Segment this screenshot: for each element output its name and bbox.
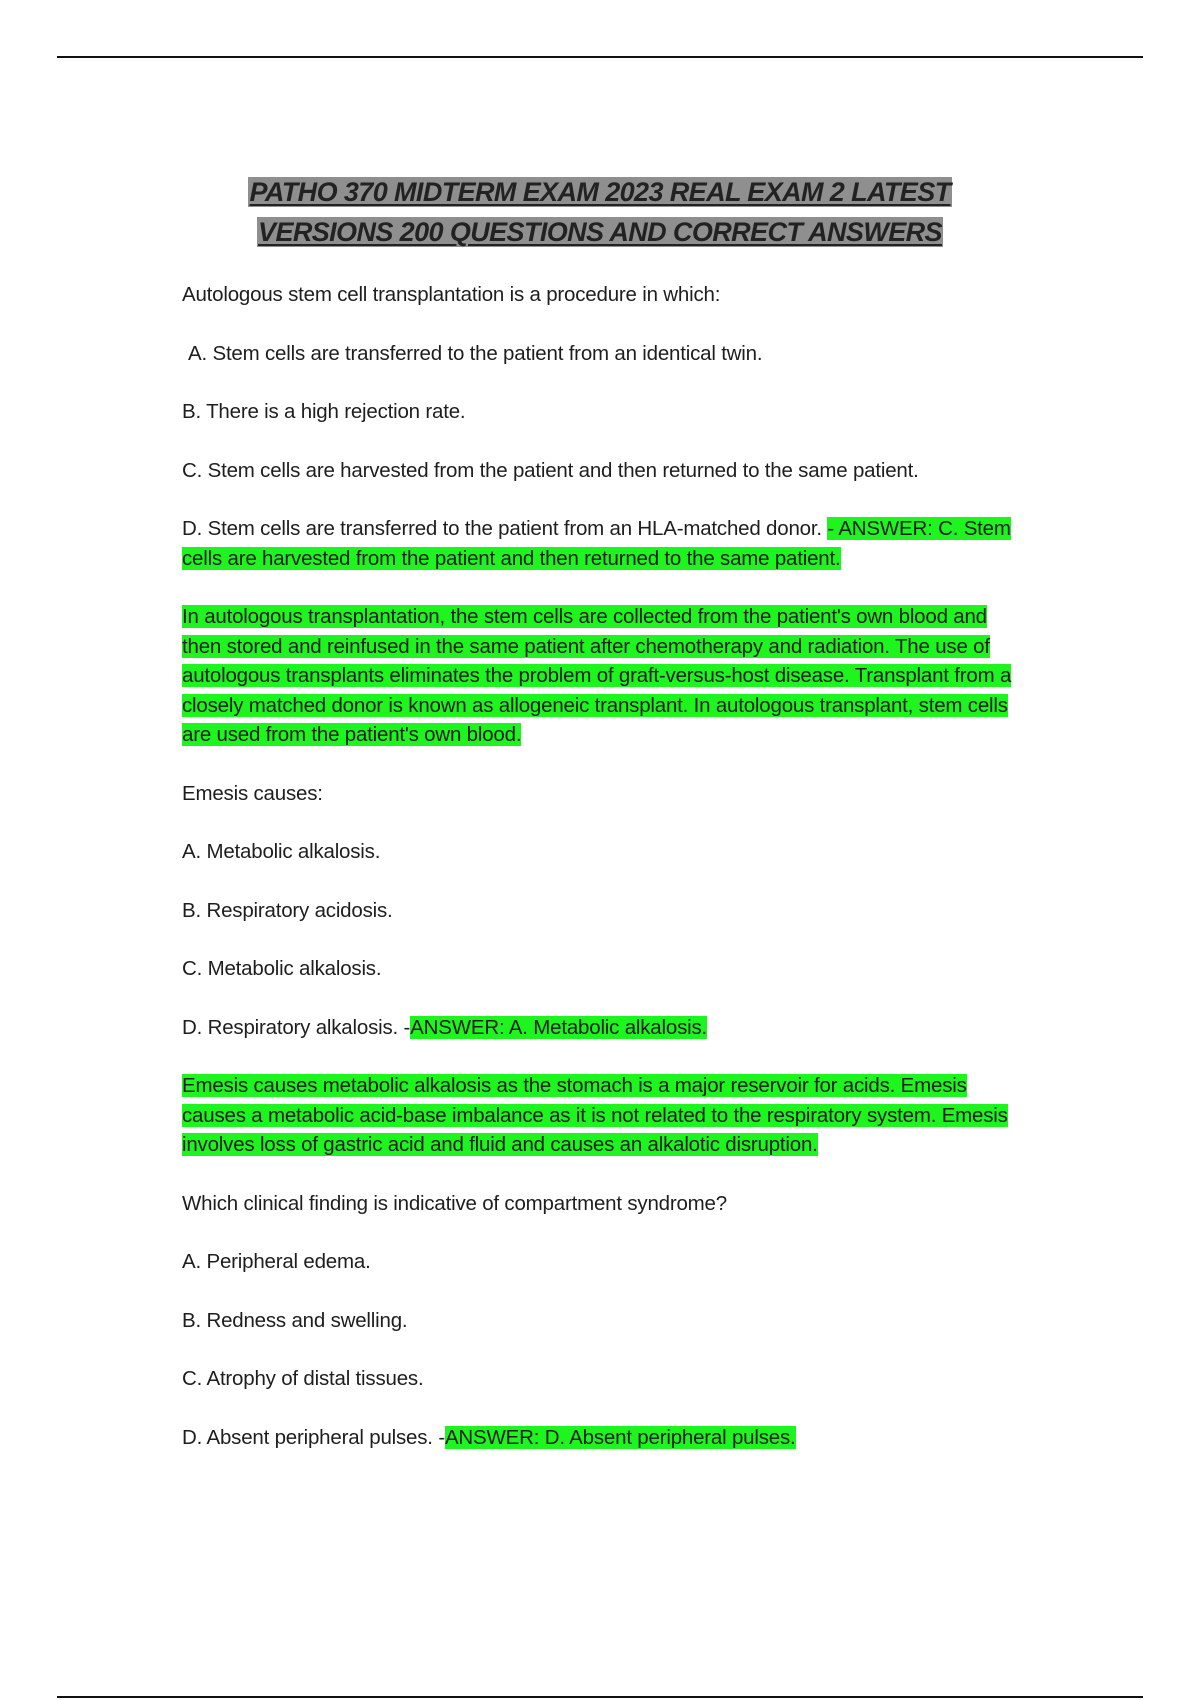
option-d: D. Stem cells are transferred to the patient from an HLA-matched donor.	[182, 517, 822, 540]
explanation-highlight: In autologous transplantation, the stem cells are collected from the patient's own blood and then stored and reinfused in the same patient after chemotherapy and radiation. The use of autologous transplants eliminates the problem of graft-versus-host disease. Transplant from a closely matched donor is known as allogeneic transplant. In autologous transplant, stem cells are used from the patient's own blood.	[182, 605, 1012, 746]
option-d: D. Absent peripheral pulses.	[182, 1425, 433, 1449]
footer-rule	[57, 1696, 1143, 1698]
option-b: B. Respiratory acidosis.	[182, 898, 393, 922]
option-c: C. Atrophy of distal tissues.	[182, 1367, 424, 1390]
answer-highlight: - ANSWER: C. Stem cells are harvested from the patient and then returned to the same patient.	[182, 517, 1011, 570]
option-d-with-answer	[182, 1423, 1022, 1453]
answer-highlight: ANSWER: A. Metabolic alkalosis.	[410, 1015, 708, 1039]
option-d: D. Respiratory alkalosis.	[182, 1015, 399, 1039]
document-title	[0, 172, 1200, 252]
explanation-highlight: Emesis causes metabolic alkalosis as the stomach is a major reservoir for acids. Emesis causes a metabolic acid-base imbalance as it is not related to the respiratory system. Emesis involves loss of gastric acid and fluid and causes an alkalotic disruption.	[182, 1074, 1008, 1156]
option-a: A. Peripheral edema.	[182, 1250, 371, 1273]
explanation-paragraph	[182, 1071, 1022, 1160]
option-d-with-answer	[182, 1013, 1022, 1043]
title-line-1: PATHO 370 MIDTERM EXAM 2023 REAL EXAM 2 LATEST	[249, 177, 951, 207]
question-stem: Autologous stem cell transplantation is a procedure in which:	[182, 283, 721, 306]
answer-prefix: -	[438, 1425, 445, 1449]
explanation-paragraph	[182, 602, 1022, 750]
answer-highlight: ANSWER: D. Absent peripheral pulses.	[444, 1425, 796, 1449]
option-c: C. Metabolic alkalosis.	[182, 957, 382, 980]
option-d-with-answer	[182, 514, 1022, 573]
option-b: B. There is a high rejection rate.	[182, 400, 466, 423]
question-stem: Which clinical finding is indicative of compartment syndrome?	[182, 1191, 727, 1215]
option-c: C. Stem cells are harvested from the patient and then returned to the same patient.	[182, 458, 919, 482]
option-b: B. Redness and swelling.	[182, 1308, 408, 1332]
question-stem: Emesis causes:	[182, 781, 323, 805]
answer-prefix: -	[403, 1015, 411, 1039]
title-line-2: VERSIONS 200 QUESTIONS AND CORRECT ANSWERS	[258, 217, 942, 247]
header-rule	[57, 56, 1143, 58]
option-a: A. Metabolic alkalosis.	[182, 840, 381, 863]
option-a: A. Stem cells are transferred to the patient from an identical twin.	[188, 341, 763, 365]
document-body	[182, 280, 1022, 1481]
